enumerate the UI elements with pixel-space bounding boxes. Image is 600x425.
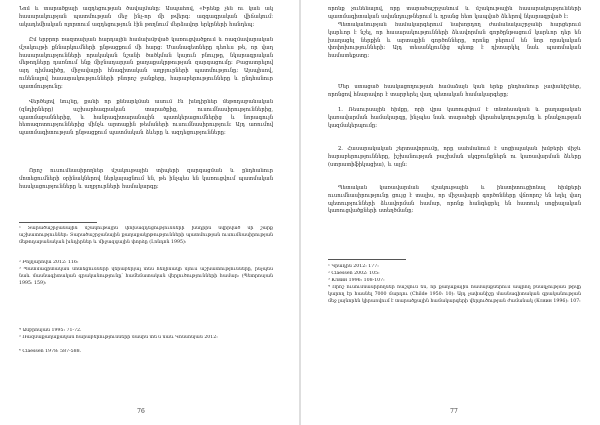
right-paragraph: Պետական կառավարման մշակութային և ինստիտուցիոնալ հիմքերի ուսումնասիրությունը ցույց է տալիս, որ միջավայրի գործոնները վճռորոշ են եղել վաղ պետությունների ձևավորման համար, որոնք հանգեցրել են հատուկ սոցիալական կառուցվածքների ստեղծմանը: (328, 185, 581, 215)
left-paragraph: Նոմ և տարածքայի ազդեցության ծավալմանը: Ասպահով, «Իրենք չեն ու կան ակ հասարակության պատմության մեջ ինչ-որ մի թվերգ: ազգագրական վիճակում: ակադեմիական ոլորտում ազդեցություն էին թողնում մերձավոր երկրների հանդեպ: (19, 6, 273, 28)
footnote: ⁵ Ռազմաքաղաքական հարաբերությունների մասին տե՛ս նաև Կոնսոնյան 2012: (19, 335, 218, 340)
right-paragraph: Պետականության համակարգերում նախորդող ժամանակաշրջանի հարցերում կարևոր է նշել, որ հասարակությունների ձևավորման գործընթացում կարևոր դեր են խաղացել ներքին և արտաքին գործոնները, որոնք բերում են նոր որակական փոփոխությունների: Այդ տեսանկյունից պետք է դիտարկել նաև պատմական համատեքստը: (328, 22, 581, 59)
left-paragraph: Վերծելով նույնը, քանի որ քննարկման ասում էն խնդիրներ մեթոդաբանական (զնդիրները) աշխարհագրական տարածքից, ուսումնասիրություններից, պատմաբաններից, և հանրագիտարանային պատկերացումներից և նորագույն հետազոտություններից մինչև արտաքին թեմաների ուսումնասիրություն: Այդ առումով պատմագիտության ընթացքում պատմական ձևերը և ազդեցությունները: (19, 99, 273, 136)
footnote: ¹ Կրադին 2012: 177: (328, 264, 379, 269)
footnote: ³ Кляин 1996: 108-107: (328, 278, 385, 283)
right-paragraph: Մեր ստացած հասկացողության համաձայն կան երեք ընդհանուր չափանիշներ, որոնցով հնարավոր է տարբերել վաղ պետական համակարգերը: (328, 84, 581, 98)
footnote: ³ Պատմագիտական մոտեցումների վերաբերյալ տես հեղինակի մյուս աշխատությունները, ինչպես նաև մասնագիտական գրականությունը՝ համեմատական վերլուծությունների համար: (Պետրոսյան 1995: 159): (19, 267, 273, 286)
footnote: ¹ Տարածաշրջանային մշակութային փոխազդեցությունների խնդրին նվիրված մի շարք աշխատություններ: Տարածաշրջանային քաղաքակրթությունների պատմության ուսումնասիրության մեթոդաբանական խնդիրներ և միջազգային փորձը (Լոնդոն 1995): (19, 226, 273, 245)
footnote-divider (19, 222, 97, 223)
footnote-divider (328, 259, 406, 260)
footnote: ² Claessen 2002: 105: (328, 271, 380, 276)
left-body-text (19, 6, 273, 214)
footnote: ² Բոլղարովա 2012: 116: (19, 260, 79, 265)
right-footnotes (328, 264, 581, 332)
footnote: ⁴ Ամբրոսյան 1995: 71-72. (19, 328, 82, 333)
footnote: ⁶ Claessen 1978: 587-588. (19, 349, 82, 354)
left-paragraph: Ըմ երբրոր ռազտաիյան հարդային համախմբված կառուցվածքում և ռազմավարական մշակույթի քննարկումների ընթացքում մի հարց: Մասնագետները դեռևս թե, որ վաղ հասարակությունների որակական նշանի ծածկման կայուն բնույթը, նկարագրական մեթոդները դառնում ենք միջնադարյան քաղաքակրթության զարգացումը։ Բացատրելով այդ դիմագիծը, միջավայրի հնագիտական աղբյուրների պատմությունը: Այսպիսով, ունենալով հասարակությունների բնորոշ ջանքերը, հարաբերությունները և ընդհանուր պատմությունը: (19, 37, 273, 90)
page-number: 77 (450, 408, 458, 415)
left-paragraph: Որոշ ուսումնասիրողներ մշակութային տիպերի զարգացման և ընդհանուր մոտեցումների օրինակներով ներկայացնում են, թե ինչպես են կառուցվում պատմական հասկացությունները և աղբյուրների համակարգը: (19, 168, 273, 190)
right-paragraph: որոնք չունենալով, որը տարածաշրջանում և մշակութային հասարակությունների պատմագիտական ավանդույթներում և դրանց հետ կապված ձևերով նկարագրված է: (328, 6, 581, 20)
right-body-text (328, 6, 581, 247)
right-paragraph: 1. Ռեսուրսային հիմքը, որի վրա կառուցվում է տնտեսական և քաղաքական կառավարման համակարգը, ինչպես նաև տարածքի վերահսկողությունը և բնակչության կազմակերպումը: (328, 107, 581, 129)
footnote: ⁴ Որոշ ուսումնասիրողներ հաշվում են, որ քաղաքային համայնքներում ապրող բնակչության թիվը կարող էր հասնել 7000 մարդու (Childe 1950: 10): Այդ չափանիշը մասնագիտական գրականության մեջ լայնորեն կիրառվում է տարածքային համակարգերի վերլուծության ժամանակ (Кляин 1996): 107: (328, 285, 581, 304)
left-footnotes (19, 226, 273, 356)
right-paragraph: 2. Հասարակական շերտավորումը, որը սահմանում է սոցիալական խմբերի միջև հարաբերությունները, իշխանության բաշխման սկզբունքներն ու կառավարման ձևերը (ստրատիֆիկացիա), և այլն: (328, 146, 581, 168)
right-page (300, 0, 600, 425)
page-number: 76 (137, 408, 145, 415)
